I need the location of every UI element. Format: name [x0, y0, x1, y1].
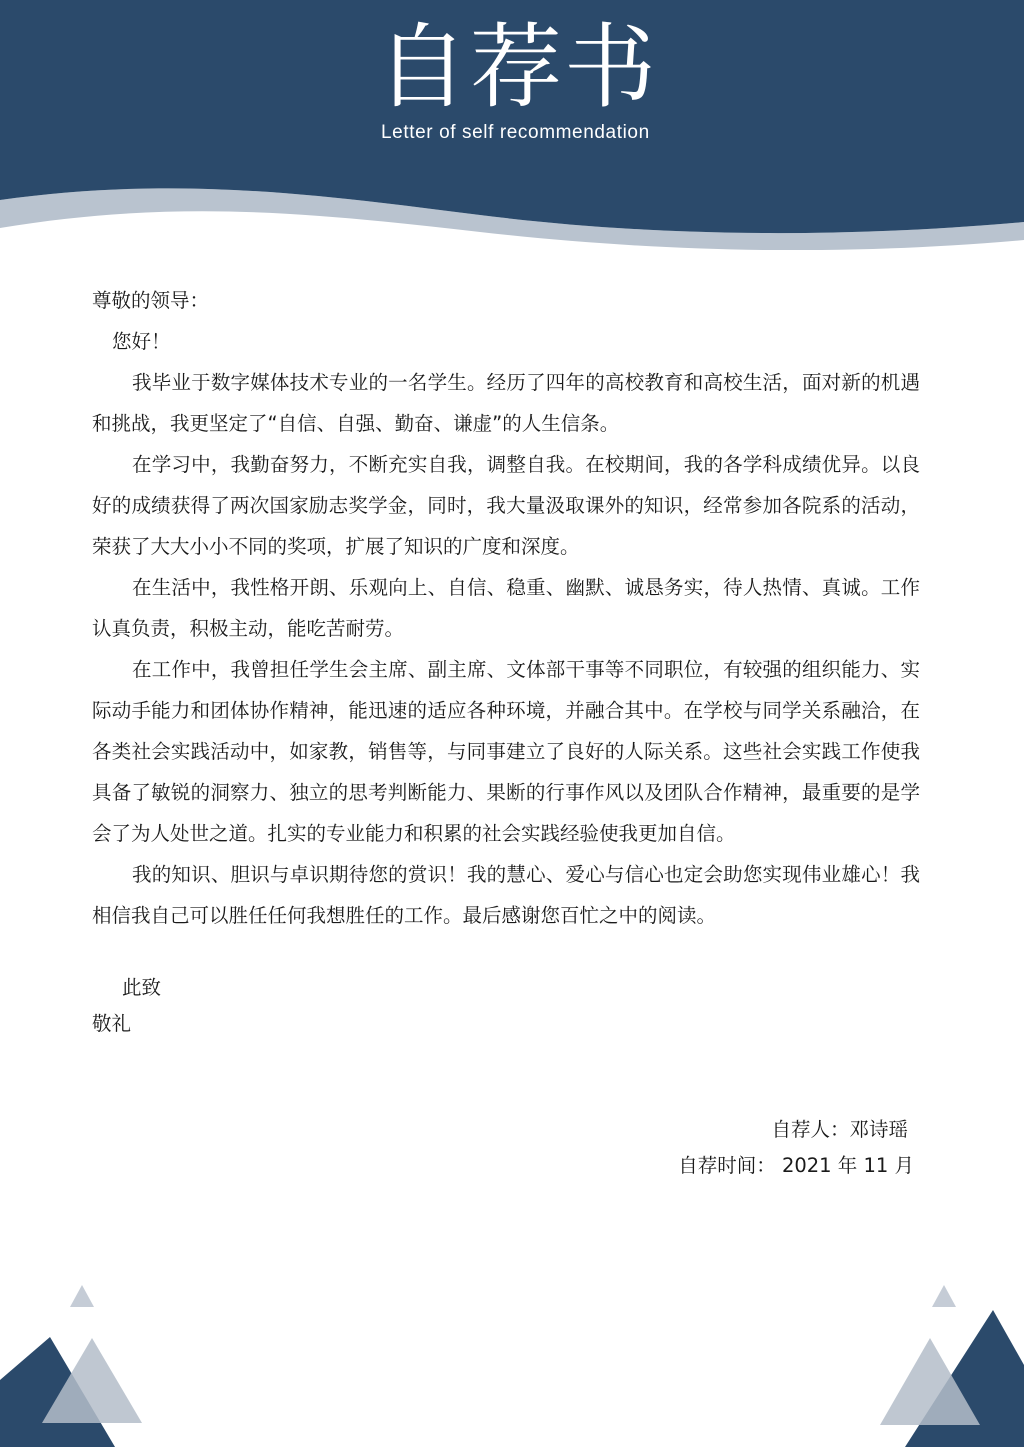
triangle-small-right — [932, 1285, 956, 1307]
title-english: Letter of self recommendation — [381, 122, 650, 143]
closing-cizhi: 此致 — [122, 976, 162, 999]
greeting: 您好！ — [112, 330, 171, 353]
paragraph: 我的知识、胆识与卓识期待您的赏识！我的慧心、爱心与信心也定会助您实现伟业雄心！我相信我自己可以胜任任何我想胜任的工作。最后感谢您百忙之中的阅读。 — [92, 863, 920, 927]
closing-jingli: 敬礼 — [92, 1012, 132, 1035]
title-chinese: 自荐书 — [376, 14, 659, 121]
paragraph: 在学习中，我勤奋努力，不断充实自我，调整自我。在校期间，我的各学科成绩优异。以良好的成绩获得了两次国家励志奖学金，同时，我大量汲取课外的知识，经常参加各院系的活动，荣获了大大小小不同的奖项，扩展了知识的广度和深度。 — [92, 453, 920, 558]
letter-body — [92, 280, 920, 936]
footer-triangle-decoration — [0, 1270, 1024, 1447]
salutation: 尊敬的领导： — [92, 289, 210, 312]
signer-name: 自荐人：邓诗瑶 — [771, 1118, 908, 1141]
signature-date: 自荐时间： 2021 年 11 月 — [678, 1154, 914, 1177]
signature-block — [678, 1112, 914, 1184]
paragraph: 我毕业于数字媒体技术专业的一名学生。经历了四年的高校教育和高校生活，面对新的机遇和挑战，我更坚定了“自信、自强、勤奋、谦虚”的人生信条。 — [92, 371, 920, 435]
triangle-small-left — [70, 1285, 94, 1307]
closing-block — [92, 970, 161, 1042]
paragraph: 在工作中，我曾担任学生会主席、副主席、文体部干事等不同职位，有较强的组织能力、实际动手能力和团体协作精神，能迅速的适应各种环境，并融合其中。在学校与同学关系融洽，在各类社会实践活动中，如家教，销售等，与同事建立了良好的人际关系。这些社会实践工作使我具备了敏锐的洞察力、独立的思考判断能力、果断的行事作风以及团队合作精神，最重要的是学会了为人处世之道。扎实的专业能力和积累的社会实践经验使我更加自信。 — [92, 658, 920, 845]
paragraph: 在生活中，我性格开朗、乐观向上、自信、稳重、幽默、诚恳务实，待人热情、真诚。工作认真负责，积极主动，能吃苦耐劳。 — [92, 576, 920, 640]
